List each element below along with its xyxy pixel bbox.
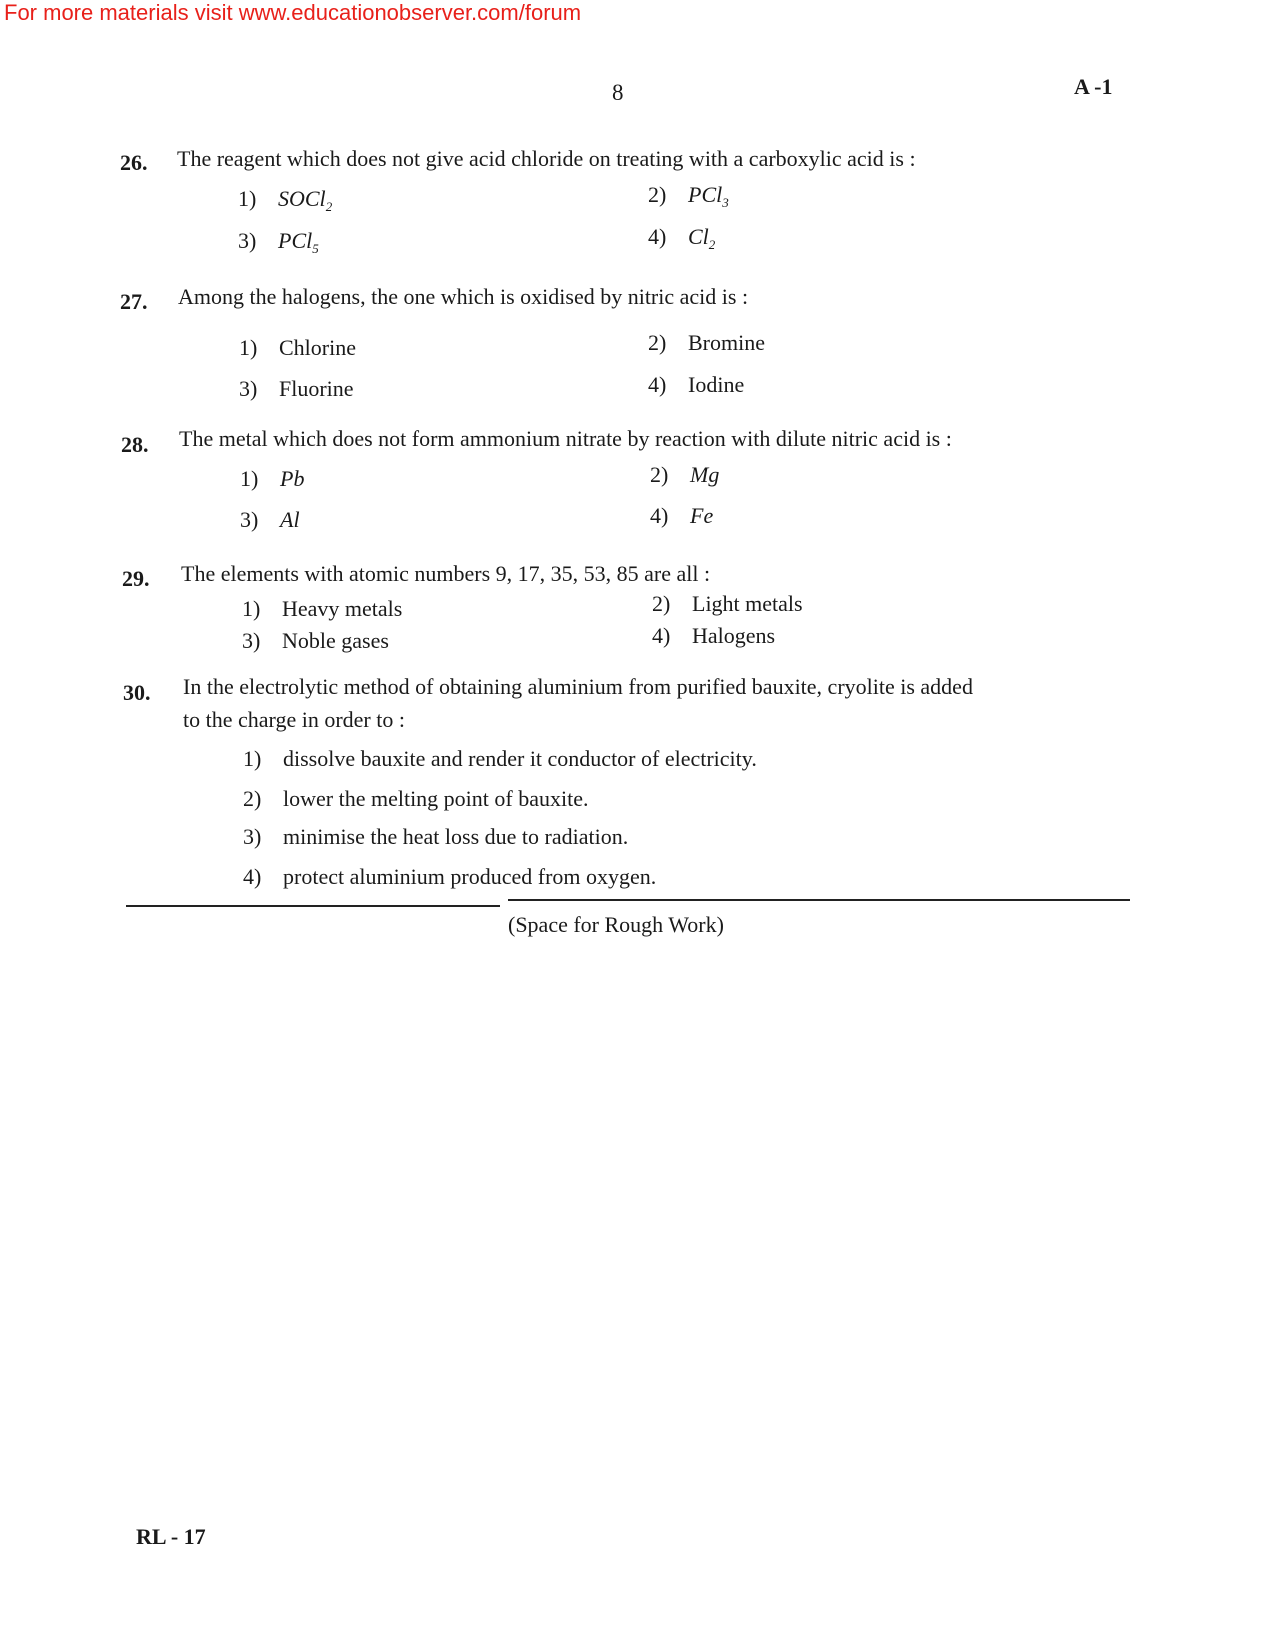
question-28-option-1 [240, 466, 304, 492]
option-formula: Cl [688, 224, 709, 249]
question-26-option-2 [648, 182, 729, 211]
option-label: 4) [650, 503, 669, 528]
option-text: Halogens [692, 623, 776, 648]
option-label: 4) [648, 372, 667, 397]
question-27-number: 27. [120, 289, 148, 314]
option-label: 1) [242, 596, 261, 621]
option-label: 2) [648, 330, 667, 355]
question-29-number: 29. [122, 566, 150, 591]
question-26-option-3 [238, 228, 319, 257]
option-text: Chlorine [279, 335, 356, 360]
option-text: Noble gases [282, 628, 389, 653]
option-formula: SOCl [278, 186, 326, 211]
question-29-option-3 [242, 628, 389, 654]
question-30-option-1 [243, 746, 757, 772]
option-subscript: 5 [312, 241, 319, 256]
option-label: 2) [650, 462, 669, 487]
option-label: 3) [239, 376, 258, 401]
question-27-option-4 [648, 372, 744, 398]
question-29-option-4 [652, 623, 775, 649]
divider-line-right [508, 899, 1130, 901]
question-28-number: 28. [121, 432, 149, 457]
divider-line-left [126, 905, 500, 907]
option-text: Bromine [688, 330, 765, 355]
question-30-option-4 [243, 864, 656, 890]
option-formula: PCl [278, 228, 313, 253]
option-label: 3) [243, 824, 262, 849]
question-26-number: 26. [120, 150, 148, 175]
option-text: Fluorine [279, 376, 354, 401]
question-30-option-2 [243, 786, 589, 812]
question-28-option-4 [650, 503, 713, 529]
option-label: 2) [648, 182, 667, 207]
option-label: 4) [648, 224, 667, 249]
question-29-text: The elements with atomic numbers 9, 17, 35, 53, 85 are all : [181, 561, 711, 586]
option-label: 4) [652, 623, 671, 648]
option-label: 2) [243, 786, 262, 811]
option-label: 3) [238, 228, 257, 253]
question-27-text: Among the halogens, the one which is oxidised by nitric acid is : [178, 284, 749, 309]
question-26-option-4 [648, 224, 715, 253]
option-text: Iodine [688, 372, 745, 397]
question-30-option-3 [243, 824, 628, 850]
option-text: Pb [280, 466, 305, 491]
option-text: Mg [690, 462, 720, 487]
question-27-option-1 [239, 335, 356, 361]
option-label: 3) [242, 628, 261, 653]
option-text: Al [280, 507, 300, 532]
option-text: lower the melting point of bauxite. [283, 786, 589, 811]
booklet-code: RL - 17 [136, 1524, 206, 1549]
question-30-text-line-2: to the charge in order to : [183, 707, 405, 732]
question-26-option-1 [238, 186, 332, 215]
question-30-text-line-1: In the electrolytic method of obtaining aluminium from purified bauxite, cryolite is added [183, 674, 973, 699]
option-formula: PCl [688, 182, 723, 207]
question-28-text: The metal which does not form ammonium nitrate by reaction with dilute nitric acid is : [179, 426, 952, 451]
question-28-option-3 [240, 507, 300, 533]
option-label: 1) [243, 746, 262, 771]
question-28-option-2 [650, 462, 719, 488]
rough-work-label: (Space for Rough Work) [508, 912, 724, 937]
question-29-option-1 [242, 596, 402, 622]
option-label: 2) [652, 591, 671, 616]
option-label: 3) [240, 507, 259, 532]
option-text: protect aluminium produced from oxygen. [283, 864, 657, 889]
option-label: 1) [238, 186, 257, 211]
option-subscript: 2 [708, 237, 716, 252]
option-text: Light metals [692, 591, 803, 616]
option-subscript: 3 [722, 195, 729, 210]
option-text: minimise the heat loss due to radiation. [283, 824, 629, 849]
booklet-series: A -1 [1074, 74, 1113, 99]
question-27-option-3 [239, 376, 354, 402]
question-29-option-2 [652, 591, 803, 617]
option-text: Heavy metals [282, 596, 403, 621]
question-27-option-2 [648, 330, 765, 356]
website-banner: For more materials visit www.educationobserver.com/forum [4, 0, 582, 25]
option-label: 1) [239, 335, 258, 360]
question-26-text: The reagent which does not give acid chloride on treating with a carboxylic acid is : [177, 146, 916, 171]
question-30-number: 30. [123, 680, 151, 705]
option-subscript: 2 [325, 199, 333, 214]
option-text: dissolve bauxite and render it conductor of electricity. [283, 746, 757, 771]
option-label: 1) [240, 466, 259, 491]
option-text: Fe [690, 503, 714, 528]
page-number: 8 [612, 80, 624, 105]
option-label: 4) [243, 864, 262, 889]
